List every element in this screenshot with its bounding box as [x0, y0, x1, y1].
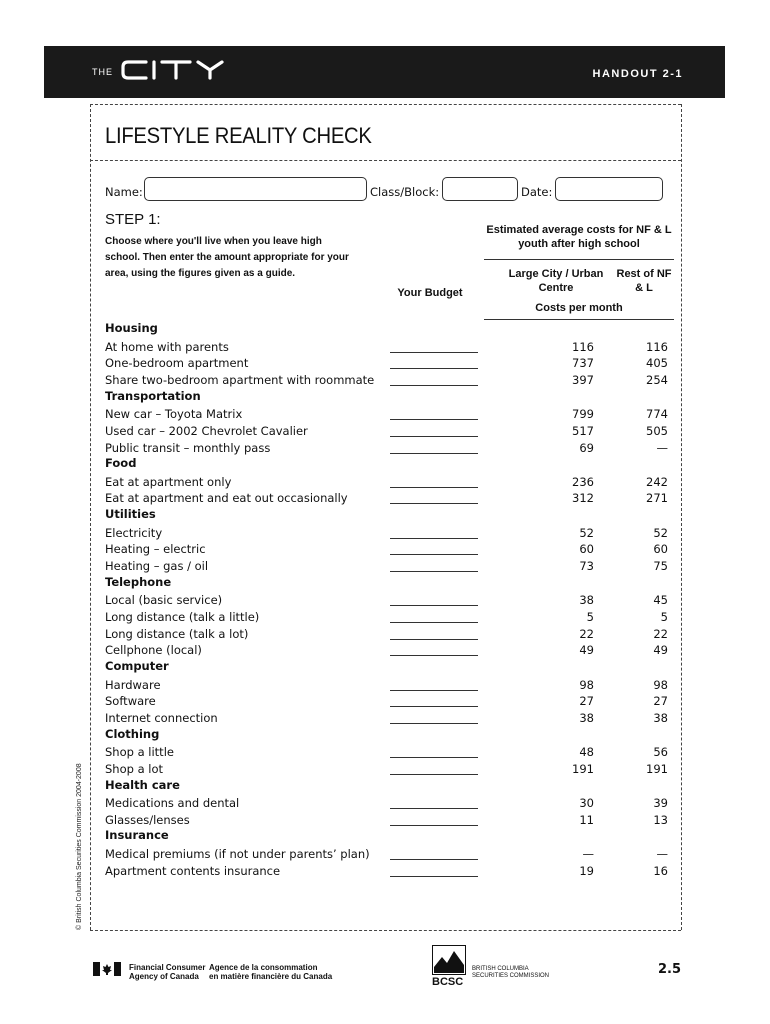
logo-the: THE	[92, 67, 113, 77]
bcsc-name-line2: SECURITIES COMMISSION	[472, 973, 550, 979]
copyright-note: © British Columbia Securities Commission 2004-2008	[76, 763, 83, 930]
city-cost: 236	[572, 474, 594, 489]
section-heading: Insurance	[105, 828, 169, 843]
budget-entry-line[interactable]	[390, 571, 478, 572]
rest-cost: 38	[653, 710, 668, 725]
item-label: Internet connection	[105, 710, 218, 725]
canada-flag-icon	[93, 962, 121, 976]
item-label: At home with parents	[105, 339, 229, 354]
rest-cost: 98	[653, 677, 668, 692]
budget-entry-line[interactable]	[390, 723, 478, 724]
section-heading: Computer	[105, 659, 169, 673]
item-label: Local (basic service)	[105, 593, 223, 608]
item-label: Eat at apartment only	[105, 474, 232, 489]
budget-entry-line[interactable]	[390, 487, 478, 488]
city-cost: 27	[579, 694, 594, 709]
item-label: Electricity	[105, 525, 163, 540]
date-label: Date:	[521, 185, 553, 199]
item-label: Shop a little	[105, 745, 174, 760]
rest-cost: —	[656, 846, 668, 861]
your-budget-heading: Your Budget	[397, 287, 463, 299]
rest-cost: 45	[653, 593, 668, 608]
costs-per-month-heading: Costs per month	[535, 302, 623, 314]
item-label: One-bedroom apartment	[105, 356, 249, 371]
budget-entry-line[interactable]	[390, 436, 478, 437]
city-cost: 49	[579, 643, 594, 658]
fcac-english	[129, 963, 205, 981]
budget-entry-line[interactable]	[390, 774, 478, 775]
item-label: New car – Toyota Matrix	[105, 407, 243, 422]
section-heading: Transportation	[105, 388, 201, 403]
budget-entry-line[interactable]	[390, 368, 478, 369]
item-label: Heating – electric	[105, 542, 206, 557]
title-divider	[90, 160, 681, 161]
budget-entry-line[interactable]	[390, 706, 478, 707]
section-heading: Housing	[105, 321, 158, 335]
bcsc-name-line1: BRITISH COLUMBIA	[472, 966, 529, 972]
budget-entry-line[interactable]	[390, 876, 478, 877]
city-cost: 19	[579, 863, 594, 878]
item-label: Hardware	[105, 677, 161, 692]
budget-entry-line[interactable]	[390, 757, 478, 758]
rest-cost: 254	[646, 372, 668, 387]
class-block-field[interactable]	[442, 177, 518, 201]
section-heading: Telephone	[105, 574, 172, 589]
estimated-costs-heading: Estimated average costs for NF & L youth after high school	[486, 224, 672, 250]
rest-cost: 27	[653, 694, 668, 709]
budget-entry-line[interactable]	[390, 554, 478, 555]
item-label: Public transit – monthly pass	[105, 440, 271, 455]
heading-rule	[484, 259, 674, 260]
bcsc-name	[472, 966, 549, 980]
rest-cost: 242	[646, 474, 668, 489]
budget-entry-line[interactable]	[390, 385, 478, 386]
step-instructions: Choose where you'll live when you leave high school. Then enter the amount appropriate for your area, using the figures given as a guide.	[105, 236, 349, 279]
item-label: Shop a lot	[105, 761, 164, 776]
rest-cost: 271	[646, 491, 668, 506]
item-label: Software	[105, 694, 156, 709]
rest-cost: 49	[653, 643, 668, 658]
city-cost: 73	[579, 559, 594, 573]
rest-cost: 505	[646, 423, 668, 438]
subheading-rule	[484, 319, 674, 320]
rest-cost: 75	[653, 559, 668, 573]
city-cost: —	[582, 846, 594, 861]
rest-cost: 22	[653, 626, 668, 641]
item-label: Long distance (talk a lot)	[105, 626, 249, 641]
budget-entry-line[interactable]	[390, 538, 478, 539]
name-field[interactable]	[144, 177, 367, 201]
item-label: Long distance (talk a little)	[105, 609, 260, 624]
city-cost: 312	[572, 491, 594, 506]
city-cost: 52	[579, 525, 594, 540]
budget-entry-line[interactable]	[390, 419, 478, 420]
rest-cost: —	[656, 440, 668, 455]
rest-cost: 16	[653, 863, 668, 878]
budget-entry-line[interactable]	[390, 690, 478, 691]
fcac-en-line1: Financial Consumer	[129, 963, 206, 972]
budget-entry-line[interactable]	[390, 859, 478, 860]
rest-cost: 52	[653, 525, 668, 540]
page-title: LIFESTYLE REALITY CHECK	[105, 123, 372, 148]
page-number: 2.5	[657, 962, 681, 977]
budget-entry-line[interactable]	[390, 808, 478, 809]
city-cost: 116	[572, 339, 594, 354]
rest-cost: 60	[653, 542, 668, 557]
rest-cost: 116	[646, 339, 668, 354]
budget-entry-line[interactable]	[390, 453, 478, 454]
item-label: Used car – 2002 Chevrolet Cavalier	[105, 423, 308, 438]
city-cost: 22	[579, 626, 594, 641]
city-cost: 98	[579, 677, 594, 692]
bcsc-label: BCSC	[432, 976, 464, 988]
budget-entry-line[interactable]	[390, 503, 478, 504]
frame-top-line	[90, 104, 681, 105]
city-cost: 737	[572, 356, 594, 371]
city-cost: 38	[579, 710, 594, 725]
city-cost: 191	[572, 761, 594, 776]
header-bar	[44, 46, 725, 98]
frame-bottom-line	[90, 930, 681, 931]
rest-cost: 39	[653, 796, 668, 810]
city-cost: 397	[572, 372, 594, 387]
item-label: Share two-bedroom apartment with roommate	[105, 372, 375, 387]
bcsc-logo-icon	[432, 945, 466, 975]
item-label: Medications and dental	[105, 796, 240, 810]
handout-label: HANDOUT 2-1	[592, 68, 683, 80]
rest-cost: 56	[653, 745, 668, 760]
logo-city-wordmark	[120, 58, 260, 84]
date-field[interactable]	[555, 177, 663, 201]
budget-entry-line[interactable]	[390, 605, 478, 606]
fcac-french	[209, 963, 332, 981]
item-label: Apartment contents insurance	[105, 863, 281, 878]
city-cost: 69	[579, 440, 594, 455]
city-cost: 30	[579, 796, 594, 810]
budget-entry-line[interactable]	[390, 655, 478, 656]
item-label: Medical premiums (if not under parents’ plan)	[105, 846, 370, 861]
budget-entry-line[interactable]	[390, 825, 478, 826]
fcac-en-line2: Agency of Canada	[129, 972, 199, 981]
item-label: Glasses/lenses	[105, 812, 190, 827]
city-cost: 48	[579, 745, 594, 760]
budget-entry-line[interactable]	[390, 622, 478, 623]
item-label: Cellphone (local)	[105, 643, 202, 658]
city-cost: 11	[579, 812, 594, 827]
rest-cost: 774	[646, 407, 668, 422]
city-cost: 517	[572, 423, 594, 438]
city-cost: 60	[579, 542, 594, 557]
name-label: Name:	[105, 185, 143, 199]
rest-cost: 405	[646, 356, 668, 371]
class-block-label: Class/Block:	[370, 185, 440, 199]
city-cost: 5	[586, 609, 594, 624]
item-label: Eat at apartment and eat out occasionally	[105, 491, 348, 506]
city-cost: 38	[579, 593, 594, 608]
rest-cost: 5	[660, 609, 668, 624]
rest-of-nfl-heading: Rest of NF & L	[616, 268, 672, 294]
city-cost: 799	[572, 407, 594, 422]
fcac-fr-line2: en matière financière du Canada	[209, 972, 333, 981]
item-label: Heating – gas / oil	[105, 559, 209, 573]
budget-entry-line[interactable]	[390, 639, 478, 640]
rest-cost: 191	[646, 761, 668, 776]
fcac-fr-line1: Agence de la consommation	[209, 963, 318, 972]
budget-entry-line[interactable]	[390, 352, 478, 353]
section-heading: Clothing	[105, 726, 160, 741]
section-heading: Health care	[105, 777, 180, 792]
large-city-heading: Large City / Urban Centre	[508, 268, 604, 294]
section-heading: Utilities	[105, 507, 156, 522]
step-heading: STEP 1:	[105, 211, 161, 228]
section-heading: Food	[105, 456, 137, 471]
rest-cost: 13	[653, 812, 668, 827]
